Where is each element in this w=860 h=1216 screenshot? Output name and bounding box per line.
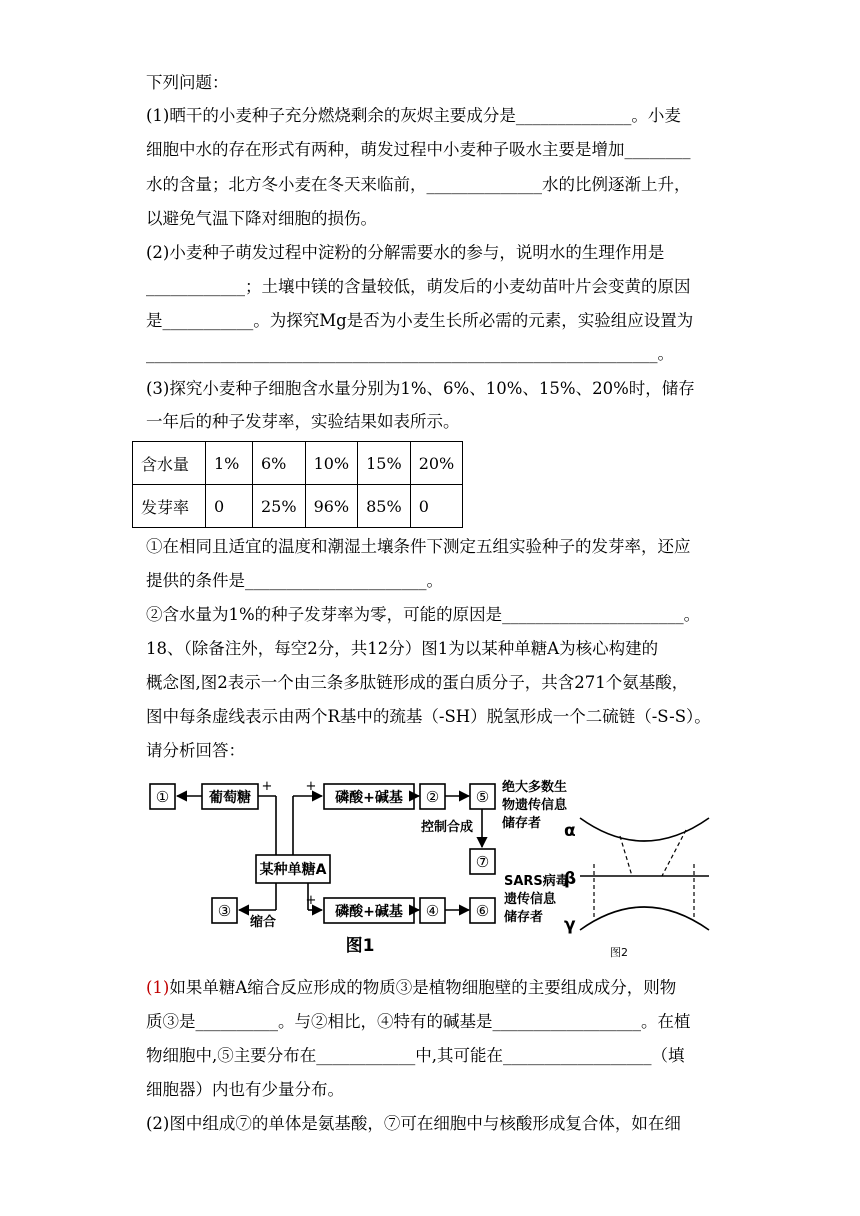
figure-1-title: 图1 xyxy=(345,936,375,956)
table-cell: 1% xyxy=(206,442,253,485)
label-beta: β xyxy=(564,869,577,889)
text-line: 一年后的种子发芽率，实验结果如表所示。 xyxy=(146,412,460,431)
label-6-desc: 遗传信息 xyxy=(504,892,557,907)
label-3: ③ xyxy=(217,902,232,920)
text-line: 以避免气温下降对细胞的损伤。 xyxy=(146,209,377,228)
table-row xyxy=(133,442,463,485)
table-row xyxy=(133,485,463,528)
label-alpha: α xyxy=(564,821,576,841)
text-line: ①在相同且适宜的温度和潮湿土壤条件下测定五组实验种子的发芽率，还应 xyxy=(146,537,691,556)
table-cell: 15% xyxy=(358,442,411,485)
label-control: 控制合成 xyxy=(421,820,474,835)
label-5-desc: 绝大多数生 xyxy=(502,780,568,795)
text-line: 下列问题： xyxy=(146,73,229,92)
text-line: 18、（除备注外，每空2分，共12分）图1为以某种单糖A为核心构建的 xyxy=(146,639,659,658)
table-header-cell: 发芽率 xyxy=(133,485,206,528)
text-line: 物细胞中,⑤主要分布在____________中,其可能在__________________（填 xyxy=(146,1046,685,1065)
figure-1-concept-map xyxy=(146,773,569,958)
question-number: (1) xyxy=(146,978,170,997)
table-cell: 85% xyxy=(358,485,411,528)
label-center: 某种单糖A xyxy=(259,862,327,878)
text-line: 细胞中水的存在形式有两种，萌发过程中小麦种子吸水主要是增加________ xyxy=(146,140,691,159)
label-condense: 缩合 xyxy=(249,915,277,930)
text-line: ____________；土壤中镁的含量较低，萌发后的小麦幼苗叶片会变黄的原因 xyxy=(146,277,691,296)
water-content-table xyxy=(132,441,463,528)
label-7: ⑦ xyxy=(475,853,490,871)
table-cell: 0 xyxy=(206,485,253,528)
text-line: 水的含量；北方冬小麦在冬天来临前，______________水的比例逐渐上升， xyxy=(146,175,691,194)
label-6-desc: SARS病毒 xyxy=(504,874,569,889)
table-cell: 10% xyxy=(305,442,358,485)
table-cell: 0 xyxy=(410,485,463,528)
label-6: ⑥ xyxy=(475,902,490,920)
label-6-desc: 储存者 xyxy=(504,910,544,925)
label-2: ② xyxy=(425,788,440,806)
text-line: ②含水量为1%的种子发芽率为零，可能的原因是______________________。 xyxy=(146,605,701,624)
figure-2-title: 图2 xyxy=(610,946,628,959)
label-glucose: 葡萄糖 xyxy=(209,790,251,806)
text-span: 如果单糖A缩合反应形成的物质③是植物细胞壁的主要组成成分，则物 xyxy=(169,978,677,997)
label-5: ⑤ xyxy=(475,788,490,806)
label-acid-base: 磷酸+碱基 xyxy=(335,904,403,920)
text-line: 提供的条件是______________________。 xyxy=(146,571,443,590)
plus-sign: + xyxy=(305,779,317,794)
table-cell: 96% xyxy=(305,485,358,528)
table-cell: 25% xyxy=(253,485,306,528)
text-line: 概念图,图2表示一个由三条多肽链形成的蛋白质分子，共含271个氨基酸， xyxy=(146,673,689,692)
text-line: 细胞器）内也有少量分布。 xyxy=(146,1080,344,1099)
label-4: ④ xyxy=(425,902,440,920)
alpha-chain xyxy=(580,818,709,841)
plus-sign: + xyxy=(305,893,317,908)
text-line: (2)图中组成⑦的单体是氨基酸，⑦可在细胞中与核酸形成复合体，如在细 xyxy=(146,1114,681,1133)
table-header-cell: 含水量 xyxy=(133,442,206,485)
text-line: (2)小麦种子萌发过程中淀粉的分解需要水的参与，说明水的生理作用是 xyxy=(146,243,665,262)
label-1: ① xyxy=(155,788,170,806)
label-5-desc: 储存者 xyxy=(502,816,542,831)
disulfide-bond xyxy=(620,836,632,876)
label-gamma: γ xyxy=(564,915,576,935)
table-cell: 6% xyxy=(253,442,306,485)
gamma-chain xyxy=(580,907,709,930)
label-acid-base: 磷酸+碱基 xyxy=(335,790,403,806)
text-line: (1)晒干的小麦种子充分燃烧剩余的灰烬主要成分是______________。小麦 xyxy=(146,106,681,125)
text-line: 是___________。为探究Mg是否为小麦生长所必需的元素，实验组应设置为 xyxy=(146,311,694,330)
label-5-desc: 物遗传信息 xyxy=(502,798,568,813)
figure-2-protein-diagram xyxy=(564,790,714,965)
text-line xyxy=(146,977,676,999)
plus-sign: + xyxy=(261,779,273,794)
text-line: 质③是__________。与②相比，④特有的碱基是__________________。在植 xyxy=(146,1012,691,1031)
text-line: ______________________________________________________________。 xyxy=(146,344,674,363)
text-line: 图中每条虚线表示由两个R基中的巯基（-SH）脱氢形成一个二硫链（-S-S）。 xyxy=(146,707,711,726)
text-line: 请分析回答： xyxy=(146,741,245,760)
table-cell: 20% xyxy=(410,442,463,485)
text-line: (3)探究小麦种子细胞含水量分别为1%、6%、10%、15%、20%时，储存 xyxy=(146,379,695,398)
